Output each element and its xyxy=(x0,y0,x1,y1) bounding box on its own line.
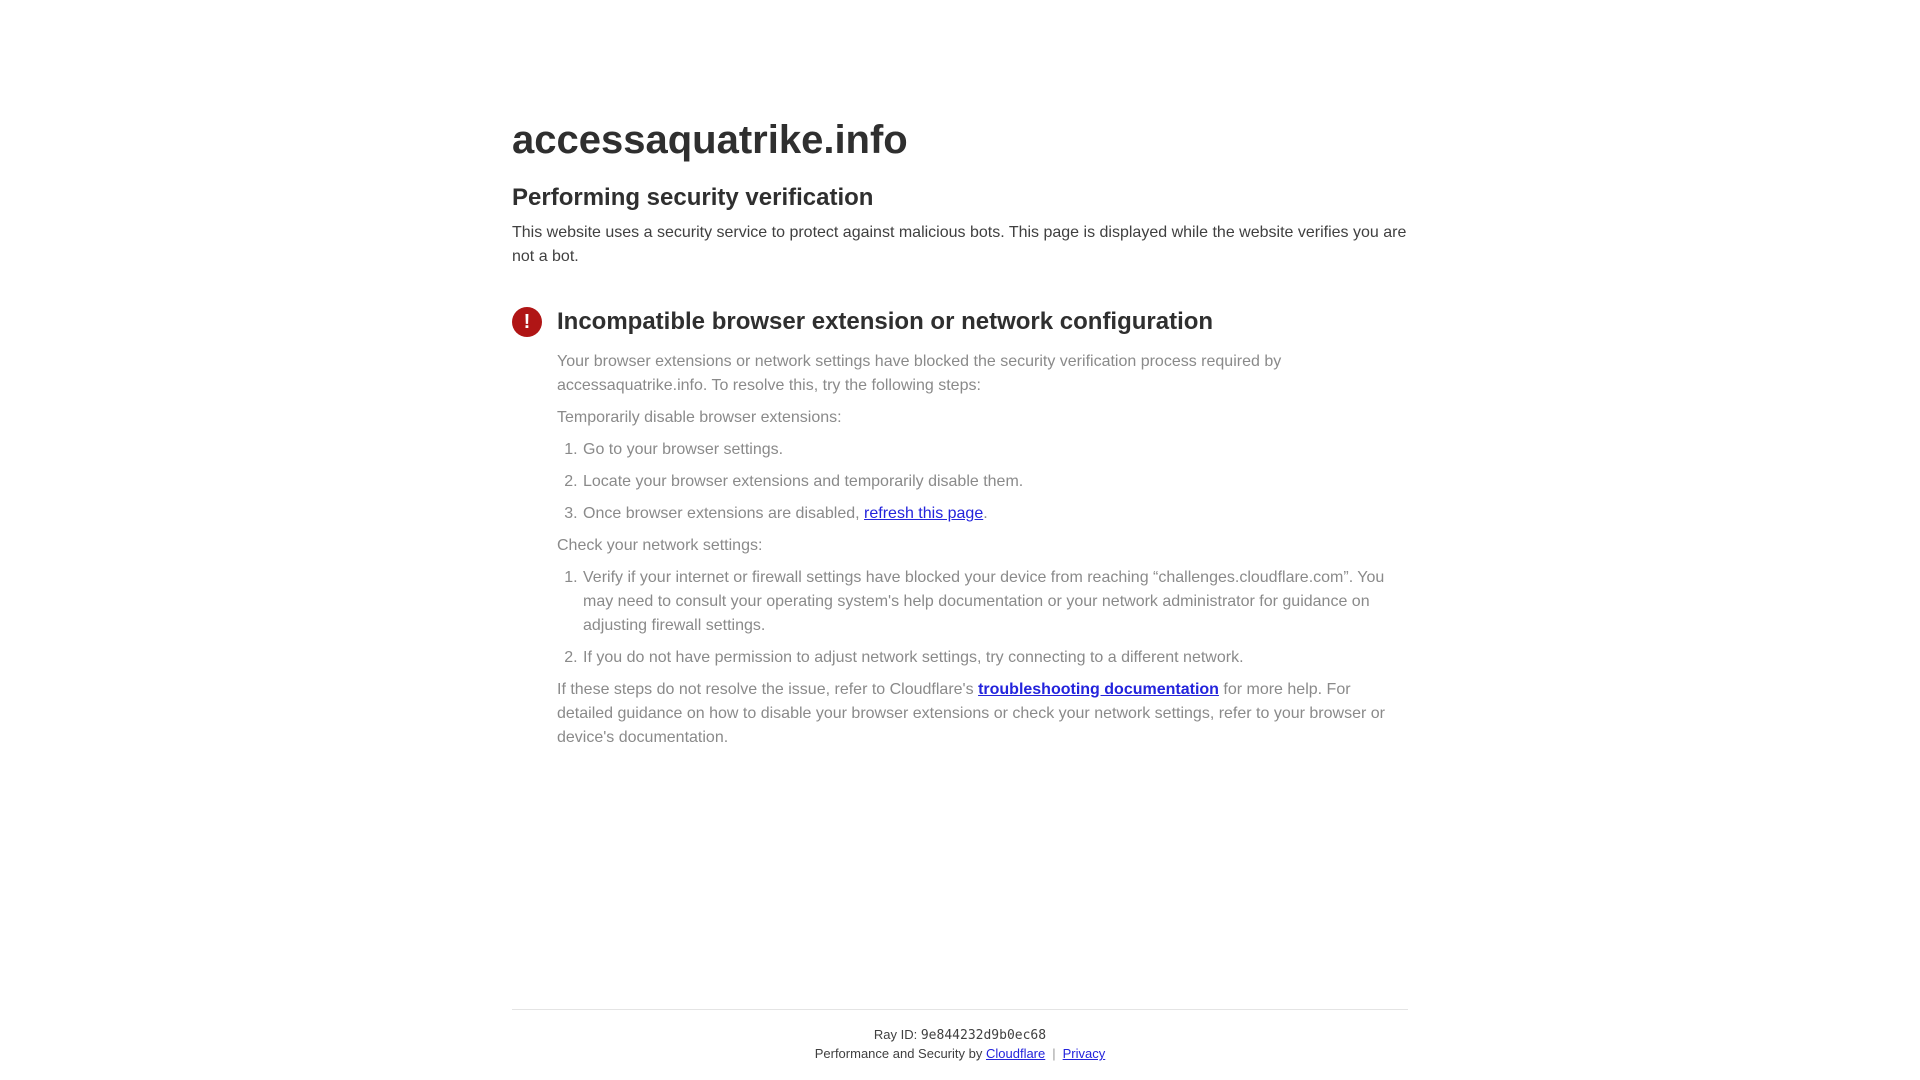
cloudflare-link[interactable]: Cloudflare xyxy=(985,1046,1046,1061)
extensions-steps-list xyxy=(557,438,1408,526)
troubleshooting-documentation-link[interactable]: troubleshooting documentation xyxy=(978,681,1219,698)
extensions-label: Temporarily disable browser extensions: xyxy=(557,409,842,426)
list-item: 1. Go to your browser settings. xyxy=(582,438,1408,462)
domain-title: accessaquatrike.info xyxy=(512,118,908,162)
alert-section xyxy=(512,307,1408,758)
refresh-page-link[interactable]: refresh this page xyxy=(864,505,984,522)
exclamation-glyph: ! xyxy=(523,311,531,333)
closing-text: If these steps do not resolve the issue, refer to Cloudflare's xyxy=(557,681,979,698)
step3-text-end: . xyxy=(983,505,988,522)
footer-pipe-separator: | xyxy=(1052,1046,1056,1061)
closing-paragraph xyxy=(557,678,1408,750)
list-item: 1. Verify if your internet or firewall settings have blocked your device from reaching “challenges.cloudflare.com”. You may need to consult your operating system's help documentation or your network administrator for guidance on adjusting firewall settings. xyxy=(582,566,1408,638)
alert-content xyxy=(557,307,1408,758)
page-subtitle: Performing security verification xyxy=(512,184,874,211)
privacy-link[interactable]: Privacy xyxy=(1062,1046,1106,1061)
network-steps-list xyxy=(557,566,1408,670)
network-label: Check your network settings: xyxy=(557,537,763,554)
list-item xyxy=(582,502,1408,526)
performance-line xyxy=(0,1045,1920,1063)
step3-text: Once browser extensions are disabled, xyxy=(583,505,865,522)
performance-text: Performance and Security by xyxy=(814,1046,983,1061)
intro-text: This website uses a security service to protect against malicious bots. This page is displayed while the website verifies you are not a bot. xyxy=(512,224,1407,265)
alert-description: Your browser extensions or network settings have blocked the security verification process required by accessaquatrike.info. To resolve this, try the following steps: xyxy=(557,353,1282,394)
ray-id-line xyxy=(0,1026,1920,1045)
footer-divider-rule xyxy=(512,1009,1408,1010)
list-item: 2. Locate your browser extensions and temporarily disable them. xyxy=(582,470,1408,494)
ray-id-label: Ray ID: xyxy=(873,1027,918,1042)
alert-heading: Incompatible browser extension or network configuration xyxy=(557,308,1214,335)
page-footer xyxy=(0,1009,1920,1080)
ray-id-value: 9e844232d9b0ec68 xyxy=(920,1028,1047,1043)
closing-text-end: for more help. For detailed guidance on how to disable your browser extensions or check your network settings, refer to your browser or device's documentation. xyxy=(557,681,1385,746)
exclamation-circle-icon xyxy=(512,307,542,337)
list-item: 2. If you do not have permission to adjust network settings, try connecting to a different network. xyxy=(582,646,1408,670)
